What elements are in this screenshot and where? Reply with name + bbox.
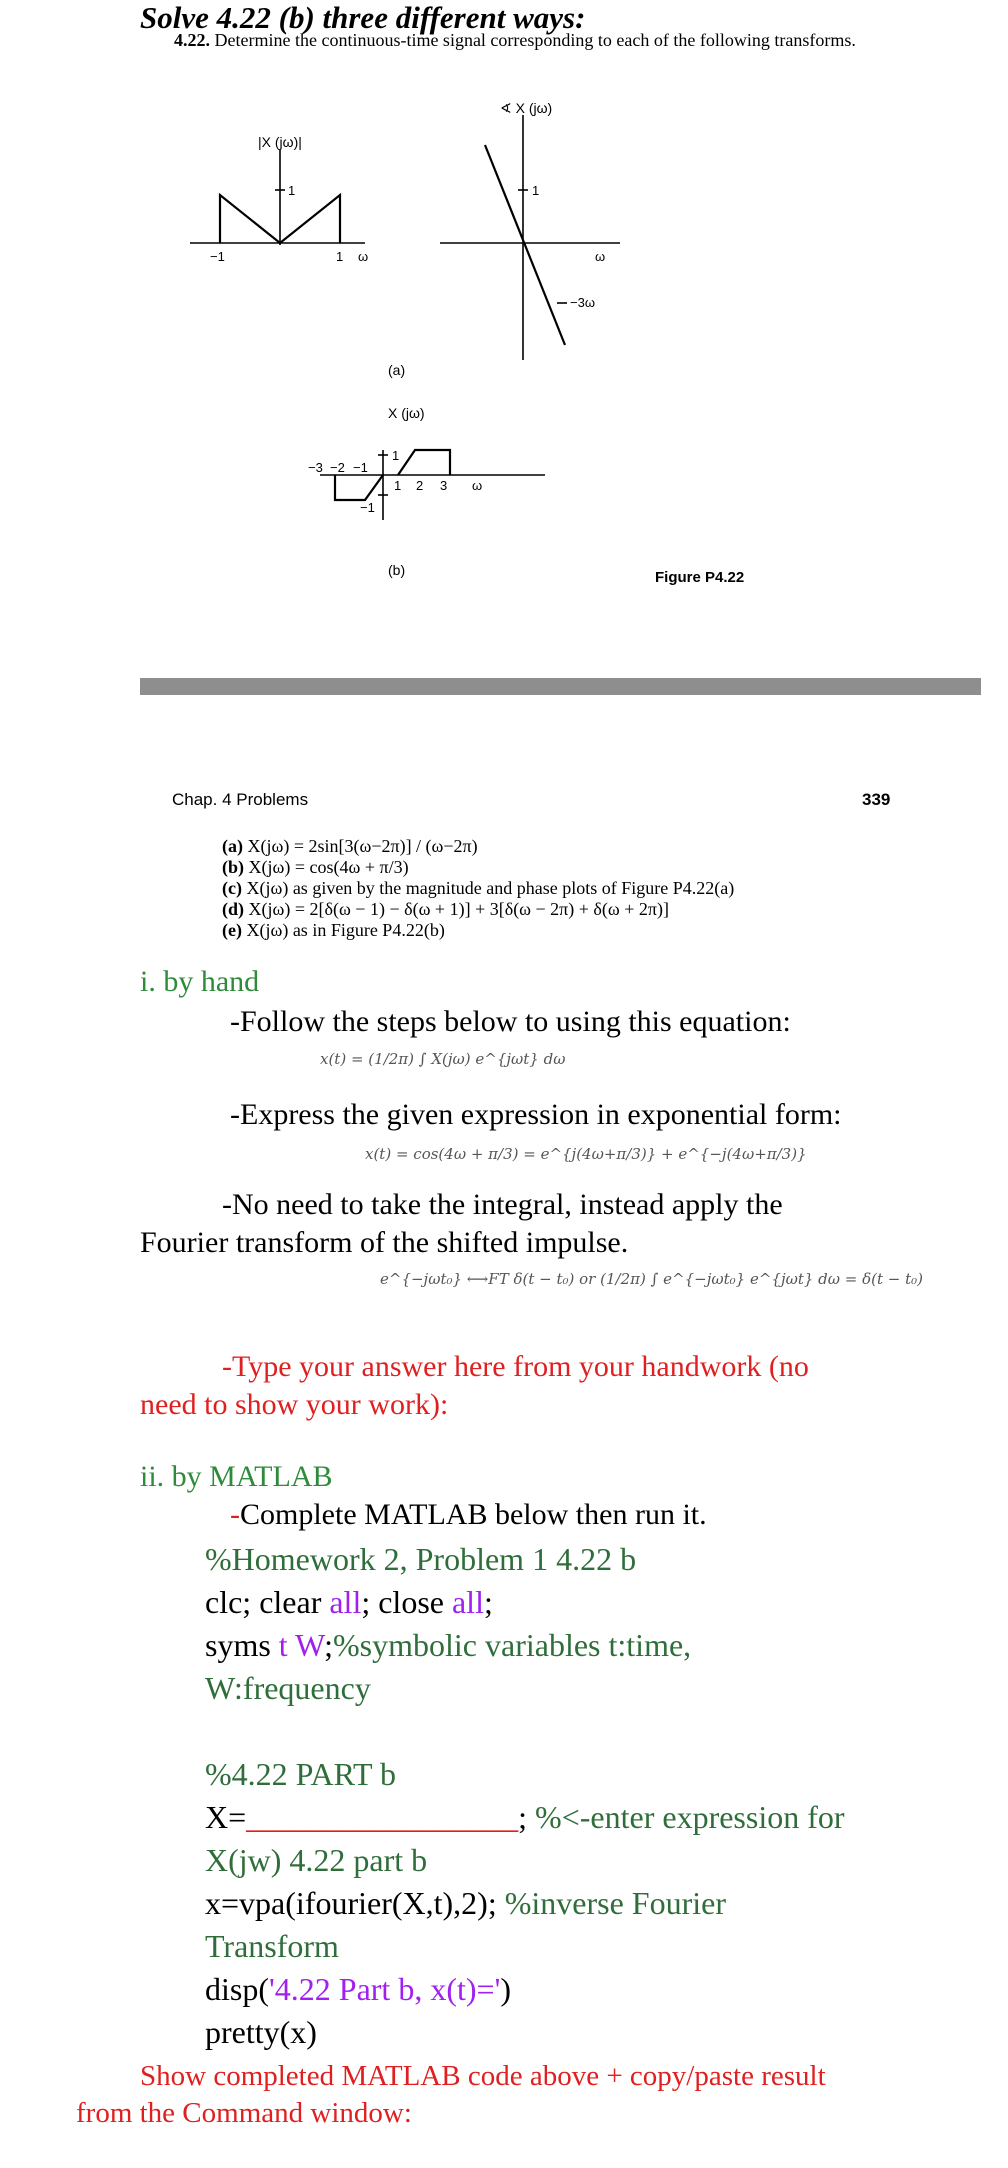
code-token: %Homework 2, Problem 1 4.22 b	[205, 1541, 637, 1577]
page-divider	[140, 678, 981, 695]
part-a	[222, 836, 734, 857]
figure-b-tick-m3: −3	[308, 460, 323, 475]
code-token: pretty(x)	[205, 2014, 317, 2050]
matlab-instruction: -Complete MATLAB below then run it.	[230, 1498, 707, 1531]
chapter-label: Chap. 4 Problems	[172, 790, 309, 809]
part-b	[222, 857, 734, 878]
matlab-code-block	[205, 1538, 845, 2054]
problem-number: 4.22.	[174, 30, 210, 50]
magnitude-minus-one-label: −1	[210, 249, 225, 264]
page-title: Solve 4.22 (b) three different ways:	[140, 0, 586, 35]
part-text: X(jω) as in Figure P4.22(b)	[246, 920, 445, 940]
code-token: Transform	[205, 1928, 339, 1964]
code-token: )	[500, 1971, 511, 2007]
figure-b-tick-2: 2	[416, 478, 424, 493]
figure-b-tick-m1: −1	[353, 460, 368, 475]
code-token: clc; clear	[205, 1584, 330, 1620]
by-hand-heading: i. by hand	[140, 965, 260, 998]
figure-b-omega-label: ω	[472, 478, 483, 493]
part-label: (e)	[222, 920, 242, 940]
magnitude-one-label: 1	[288, 183, 296, 198]
code-line	[205, 1538, 845, 1581]
part-d	[222, 899, 734, 920]
code-token: _________________	[246, 1799, 519, 1835]
type-answer-line1: -Type your answer here from your handwork (no	[222, 1350, 809, 1383]
code-token: X=	[205, 1799, 247, 1835]
by-matlab-heading: ii. by MATLAB	[140, 1460, 333, 1493]
part-label: (c)	[222, 878, 242, 898]
phase-omega-label: ω	[595, 249, 606, 264]
code-token: W:frequency	[205, 1670, 371, 1706]
inverse-ft-equation: x(t) = (1/2π) ∫ X(jω) e^{jωt} dω	[320, 1050, 566, 1068]
part-text: X(jω) as given by the magnitude and phase plots of Figure P4.22(a)	[246, 878, 735, 898]
code-line	[205, 1710, 845, 1753]
magnitude-label: |X (jω)|	[258, 134, 302, 150]
code-line	[205, 1882, 845, 1925]
code-line	[205, 1753, 845, 1796]
figure-b-label: X (jω)	[388, 405, 425, 421]
figure-label-a: (a)	[388, 362, 406, 378]
code-token: %inverse Fourier	[504, 1885, 726, 1921]
step-no-integral-line1: -No need to take the integral, instead apply the	[222, 1188, 783, 1221]
phase-one-label: 1	[532, 183, 540, 198]
code-line	[205, 1667, 845, 1710]
part-c	[222, 878, 734, 899]
figure-p4-22	[150, 95, 790, 595]
matlab-instruction-text: Complete MATLAB below then run it.	[240, 1498, 707, 1531]
code-token: ;	[324, 1627, 334, 1663]
type-answer-line2: need to show your work):	[140, 1388, 449, 1421]
step-follow: -Follow the steps below to using this equation:	[230, 1005, 791, 1038]
magnitude-omega-label: ω	[358, 249, 369, 264]
code-line	[205, 1581, 845, 1624]
code-line	[205, 1968, 845, 2011]
part-text: X(jω) = 2sin[3(ω−2π)] / (ω−2π)	[247, 836, 478, 856]
magnitude-one-axis-label: 1	[336, 249, 344, 264]
code-token: x=vpa(ifourier(X,t),2);	[205, 1885, 505, 1921]
code-token: '4.22 Part b, x(t)='	[269, 1971, 501, 2007]
code-token: t W	[278, 1627, 325, 1663]
part-label: (a)	[222, 836, 243, 856]
figure-caption: Figure P4.22	[655, 569, 745, 586]
code-line	[205, 1925, 845, 1968]
show-matlab-line1: Show completed MATLAB code above + copy/paste result	[140, 2060, 826, 2092]
part-label: (b)	[222, 857, 244, 877]
problem-statement	[174, 28, 914, 52]
page-number: 339	[862, 790, 891, 809]
code-token: %<-enter expression for	[535, 1799, 845, 1835]
part-text: X(jω) = 2[δ(ω − 1) − δ(ω + 1)] + 3[δ(ω − 2π) + δ(ω + 2π)]	[248, 899, 669, 919]
code-token: all	[329, 1584, 362, 1620]
code-token: %4.22 PART b	[205, 1756, 397, 1792]
part-text: X(jω) = cos(4ω + π/3)	[248, 857, 409, 877]
code-line	[205, 1796, 845, 1839]
figure-b-tick-3: 3	[440, 478, 448, 493]
problem-text: Determine the continuous-time signal corresponding to each of the following transforms.	[214, 30, 856, 50]
code-token: ; close	[361, 1584, 452, 1620]
problem-parts	[222, 836, 734, 941]
code-token: ;	[483, 1584, 493, 1620]
step-no-integral-line2: Fourier transform of the shifted impulse.	[140, 1226, 629, 1259]
code-line	[205, 1839, 845, 1882]
exponential-form-equation: x(t) = cos(4ω + π/3) = e^{j(4ω+π/3)} + e^{−j(4ω+π/3)}	[365, 1145, 807, 1163]
code-token: disp(	[205, 1971, 269, 2007]
figure-b-minus-one-label: −1	[360, 500, 375, 515]
code-line	[205, 1624, 845, 1667]
show-matlab-line2: from the Command window:	[76, 2097, 412, 2129]
code-token: syms	[205, 1627, 279, 1663]
part-label: (d)	[222, 899, 244, 919]
shifted-impulse-equation: e^{−jωt₀} ⟷FT δ(t − t₀) or (1/2π) ∫ e^{−jωt₀} e^{jωt} dω = δ(t − t₀)	[380, 1270, 924, 1288]
code-token: all	[451, 1584, 484, 1620]
code-token: ;	[518, 1799, 536, 1835]
part-e	[222, 920, 734, 941]
phase-minus-three-omega-label: −3ω	[570, 295, 595, 310]
figure-label-b: (b)	[388, 562, 406, 578]
code-line	[205, 2011, 845, 2054]
figure-b-tick-m2: −2	[330, 460, 345, 475]
code-token: %symbolic variables t:time,	[333, 1627, 692, 1663]
figure-b-one-label: 1	[392, 448, 400, 463]
figure-b-tick-1: 1	[394, 478, 402, 493]
step-express: -Express the given expression in exponential form:	[230, 1098, 842, 1131]
phase-label: ∢ X (jω)	[500, 100, 553, 116]
code-token: X(jw) 4.22 part b	[205, 1842, 428, 1878]
